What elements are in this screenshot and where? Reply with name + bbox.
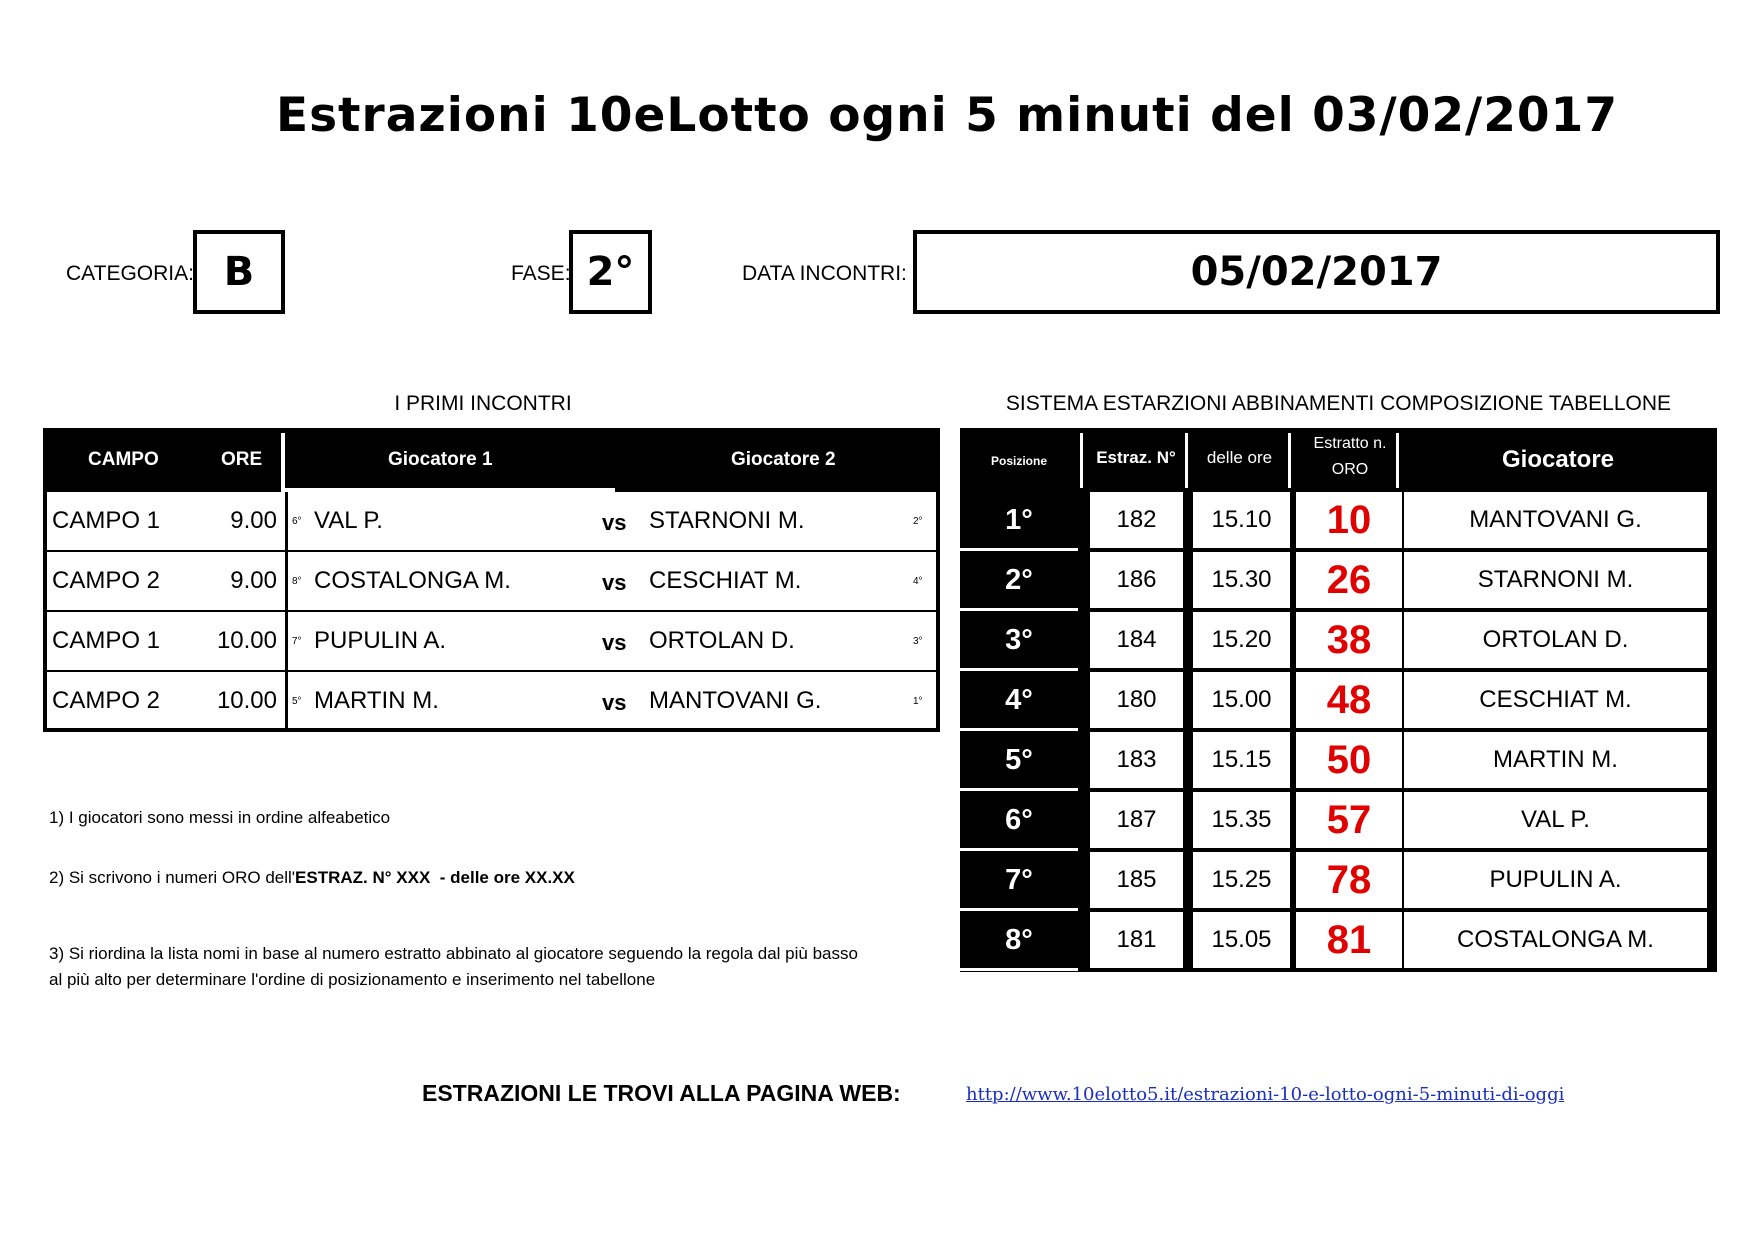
ore: 9.00 — [230, 507, 277, 534]
campo: CAMPO 2 — [52, 687, 161, 714]
draw-row — [960, 552, 1717, 612]
col-campo: CAMPO — [88, 449, 159, 470]
rank-2: 2° — [913, 516, 923, 527]
rank-2: 4° — [913, 576, 923, 587]
ore: 10.00 — [216, 687, 277, 714]
oro-number: 10 — [1296, 492, 1402, 548]
player-1: MARTIN M. — [314, 687, 439, 714]
estraz-number: 181 — [1090, 912, 1183, 968]
draw-row — [960, 492, 1717, 552]
draw-row — [960, 732, 1717, 792]
campo: CAMPO 2 — [52, 567, 161, 594]
vs-label: vs — [602, 630, 627, 655]
fase-label: FASE: — [511, 262, 571, 285]
draw-time: 15.05 — [1193, 912, 1290, 968]
draw-row — [960, 672, 1717, 732]
ore: 10.00 — [216, 627, 277, 654]
draw-time: 15.25 — [1193, 852, 1290, 908]
col-delle-ore: delle ore — [1206, 448, 1273, 467]
draw-player: VAL P. — [1404, 792, 1707, 848]
player-2: CESCHIAT M. — [649, 567, 802, 594]
note-2-bold: ESTRAZ. N° XXX - delle ore XX.XX — [295, 868, 575, 887]
categoria-value: B — [223, 249, 255, 295]
draw-row — [960, 612, 1717, 672]
draw-time: 15.35 — [1193, 792, 1290, 848]
draw-time: 15.10 — [1193, 492, 1290, 548]
draw-time: 15.20 — [1193, 612, 1290, 668]
vs-label: vs — [602, 570, 627, 595]
campo: CAMPO 1 — [52, 627, 161, 654]
rank-1: 5° — [292, 696, 302, 707]
draw-player: MARTIN M. — [1404, 732, 1707, 788]
rank-1: 7° — [292, 636, 302, 647]
player-2: STARNONI M. — [649, 507, 805, 534]
col-estraz: Estraz. N° — [1096, 448, 1176, 467]
col-ore: ORE — [221, 449, 263, 470]
note-1: 1) I giocatori sono messi in ordine alfeabetico — [49, 808, 391, 827]
vs-label: vs — [602, 690, 627, 715]
position: 6° — [960, 792, 1078, 851]
draw-row — [960, 912, 1717, 972]
position: 1° — [960, 492, 1078, 551]
oro-number: 38 — [1296, 612, 1402, 668]
matches-table — [43, 492, 940, 732]
rank-1: 6° — [292, 516, 302, 527]
match-row — [47, 612, 936, 672]
draw-time: 15.30 — [1193, 552, 1290, 608]
oro-number: 57 — [1296, 792, 1402, 848]
player-1: PUPULIN A. — [314, 627, 447, 654]
match-row — [47, 672, 936, 732]
data-incontri-label: DATA INCONTRI: — [742, 262, 907, 285]
position: 5° — [960, 732, 1078, 791]
matches-section-title: I PRIMI INCONTRI — [394, 392, 572, 415]
draw-player: PUPULIN A. — [1404, 852, 1707, 908]
rank-2: 3° — [913, 636, 923, 647]
draw-time: 15.15 — [1193, 732, 1290, 788]
oro-number: 78 — [1296, 852, 1402, 908]
data-incontri-box — [913, 230, 1720, 314]
col-posizione: Posizione — [990, 454, 1047, 468]
draw-time: 15.00 — [1193, 672, 1290, 728]
col-oro: ORO — [1331, 461, 1369, 478]
col-estratto-n: Estratto n. — [1313, 435, 1387, 452]
vs-label: vs — [602, 510, 627, 535]
note-2-text: 2) Si scrivono i numeri ORO dell' — [49, 868, 296, 887]
draws-section-title: SISTEMA ESTARZIONI ABBINAMENTI COMPOSIZIONE TABELLONE — [1005, 392, 1672, 415]
estraz-number: 184 — [1090, 612, 1183, 668]
position: 7° — [960, 852, 1078, 911]
estraz-number: 183 — [1090, 732, 1183, 788]
estraz-number: 185 — [1090, 852, 1183, 908]
estraz-number: 180 — [1090, 672, 1183, 728]
note-3-line-1: 3) Si riordina la lista nomi in base al numero estratto abbinato al giocatore seguendo la regola dal più basso — [49, 944, 858, 963]
draw-player: ORTOLAN D. — [1404, 612, 1707, 668]
position: 8° — [960, 912, 1078, 971]
position: 2° — [960, 552, 1078, 611]
player-2: ORTOLAN D. — [649, 627, 795, 654]
page-title: Estrazioni 10eLotto ogni 5 minuti del 03/02/2017 — [275, 88, 1619, 143]
rank-2: 1° — [913, 696, 923, 707]
oro-number: 50 — [1296, 732, 1402, 788]
estraz-number: 182 — [1090, 492, 1183, 548]
col-giocatore1: Giocatore 1 — [388, 449, 493, 470]
rank-1: 8° — [292, 576, 302, 587]
oro-number: 26 — [1296, 552, 1402, 608]
draw-player: STARNONI M. — [1404, 552, 1707, 608]
draw-player: MANTOVANI G. — [1404, 492, 1707, 548]
match-row — [47, 552, 936, 612]
player-1: VAL P. — [314, 507, 383, 534]
player-2: MANTOVANI G. — [649, 687, 822, 714]
categoria-value-box — [193, 230, 285, 314]
player-1: COSTALONGA M. — [314, 567, 511, 594]
fase-value: 2° — [586, 249, 635, 295]
data-incontri-value: 05/02/2017 — [1190, 249, 1443, 295]
draw-player: CESCHIAT M. — [1404, 672, 1707, 728]
oro-number: 48 — [1296, 672, 1402, 728]
match-row — [47, 492, 936, 552]
draws-table — [960, 428, 1717, 972]
footer-label: ESTRAZIONI LE TROVI ALLA PAGINA WEB: — [422, 1080, 901, 1106]
draw-row — [960, 852, 1717, 912]
ore: 9.00 — [230, 567, 277, 594]
note-2 — [49, 868, 575, 888]
estrazioni-link[interactable]: http://www.10elotto5.it/estrazioni-10-e-lotto-ogni-5-minuti-di-oggi — [966, 1084, 1565, 1105]
fase-value-box — [569, 230, 652, 314]
draw-row — [960, 792, 1717, 852]
position: 4° — [960, 672, 1078, 731]
col-giocatore2: Giocatore 2 — [731, 449, 836, 470]
draw-player: COSTALONGA M. — [1404, 912, 1707, 968]
categoria-label: CATEGORIA: — [66, 262, 194, 285]
campo: CAMPO 1 — [52, 507, 161, 534]
matches-table-header — [43, 428, 940, 492]
estraz-number: 187 — [1090, 792, 1183, 848]
position: 3° — [960, 612, 1078, 671]
col-giocatore: Giocatore — [1501, 446, 1615, 473]
note-3-line-2: al più alto per determinare l'ordine di posizionamento e inserimento nel tabellone — [49, 970, 656, 989]
oro-number: 81 — [1296, 912, 1402, 968]
estraz-number: 186 — [1090, 552, 1183, 608]
